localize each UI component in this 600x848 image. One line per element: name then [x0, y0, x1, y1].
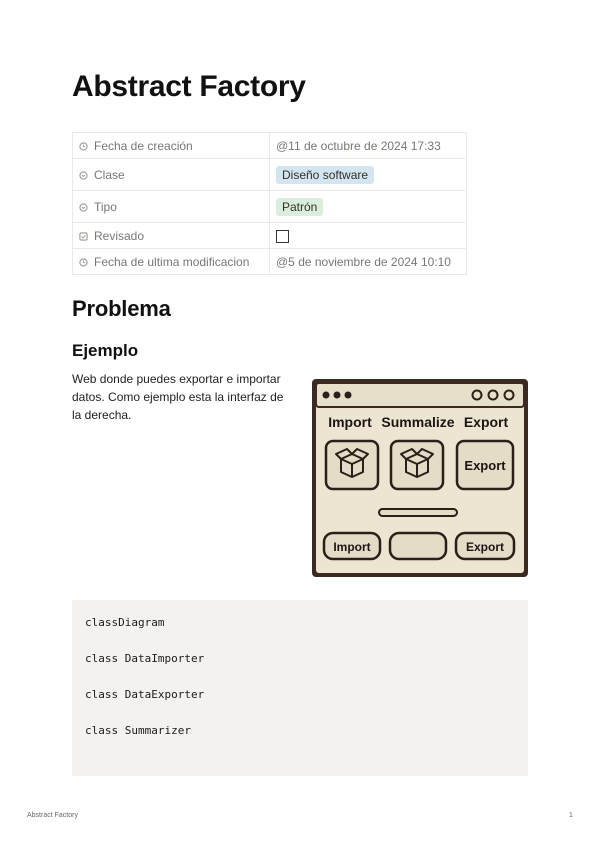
property-label: Fecha de ultima modificacion: [94, 254, 250, 269]
blank-button: [390, 533, 446, 559]
window-dot-icon: [345, 392, 352, 399]
footer-title: Abstract Factory: [27, 812, 78, 819]
properties-table: [72, 132, 467, 275]
menu-import: Import: [328, 414, 372, 430]
heading-ejemplo: Ejemplo: [72, 341, 139, 360]
tag-tipo[interactable]: Patrón: [276, 198, 323, 216]
window-dot-icon: [323, 392, 330, 399]
property-label: Tipo: [94, 199, 117, 214]
property-label: Revisado: [94, 228, 145, 243]
example-paragraph: Web donde puedes exportar e importar datos. Como ejemplo esta la interfaz de la derecha.: [72, 372, 284, 422]
code-line-blank: [85, 704, 515, 722]
property-value-created[interactable]: @11 de octubre de 2024 17:33: [270, 133, 467, 159]
code-block[interactable]: [72, 600, 528, 776]
property-row-modified: [73, 249, 467, 275]
progress-bar: [379, 509, 457, 516]
property-row-tipo: [73, 191, 467, 223]
code-line: class DataExporter: [85, 688, 205, 701]
property-row-clase: [73, 159, 467, 191]
code-line: class DataImporter: [85, 652, 205, 665]
property-row-created: [73, 133, 467, 159]
code-line: class Summarizer: [85, 724, 191, 737]
footer-page-number: 1: [569, 812, 573, 819]
page-title: Abstract Factory: [72, 70, 306, 103]
import-button-label: Import: [333, 540, 371, 554]
menu-export: Export: [463, 414, 509, 430]
menu-summalize: Summalize: [381, 414, 455, 430]
checkbox-icon: [79, 232, 88, 241]
code-line-blank: [85, 632, 515, 650]
property-label: Fecha de creación: [94, 138, 193, 153]
app-interface-illustration: [311, 378, 529, 578]
tile-export-label: Export: [464, 458, 506, 473]
property-row-revisado: [73, 223, 467, 249]
select-icon: [79, 171, 88, 180]
clock-icon: [79, 142, 88, 151]
property-value-modified[interactable]: @5 de noviembre de 2024 10:10: [270, 249, 467, 275]
select-icon: [79, 203, 88, 212]
window-dot-icon: [334, 392, 341, 399]
code-line-blank: [85, 668, 515, 686]
clock-icon: [79, 258, 88, 267]
heading-problema: Problema: [72, 296, 171, 321]
property-label: Clase: [94, 167, 125, 182]
revisado-checkbox[interactable]: [276, 230, 289, 243]
code-line: classDiagram: [85, 616, 165, 629]
tag-clase[interactable]: Diseño software: [276, 166, 374, 184]
export-button-label: Export: [465, 540, 505, 554]
